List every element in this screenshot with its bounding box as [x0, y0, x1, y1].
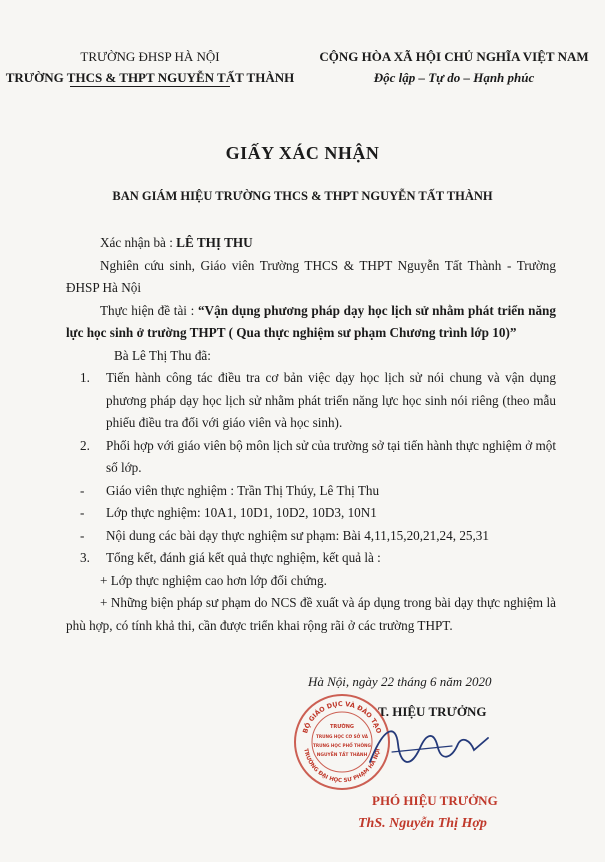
document-title: GIẤY XÁC NHẬN	[225, 143, 380, 163]
topic-label: Thực hiện đề tài :	[100, 302, 198, 318]
signature	[362, 718, 512, 778]
header-right	[303, 46, 605, 88]
sign-date: Hà Nội, ngày 22 tháng 6 năm 2020	[308, 674, 492, 689]
dash-item-lessons	[66, 525, 556, 548]
intro-line: Bà Lê Thị Thu đã:	[114, 347, 211, 363]
list-number: 2.	[80, 437, 90, 453]
topic-text: “Vận dụng phương pháp dạy học lịch sử nhằm phát triển năng lực học sinh ở trường THPT ( Qua thực nghiệm sư phạm Chương trình lớp 10)”	[66, 302, 556, 340]
header-left	[0, 46, 300, 87]
stamp-line-4: NGUYỄN TẤT THÀNH	[316, 753, 368, 758]
signer-name: ThS. Nguyễn Thị Hợp	[358, 816, 487, 831]
list-item-3	[66, 547, 556, 570]
list-item-2	[66, 435, 556, 480]
topic-line	[66, 300, 556, 345]
stamp-line-2: TRUNG HỌC CƠ SỞ VÀ	[316, 734, 368, 739]
stamp-ring-bottom: TRƯỜNG ĐẠI HỌC SƯ PHẠM HÀ NỘI	[302, 748, 382, 785]
header-university: TRƯỜNG ĐHSP HÀ NỘI	[80, 49, 220, 64]
dash-item-teachers	[66, 480, 556, 503]
header-school: TRƯỜNG THCS & THPT NGUYỄN TẤT THÀNH	[5, 70, 295, 85]
list-item-1	[66, 367, 556, 435]
stamp-ring-top: BỘ GIÁO DỤC VÀ ĐÀO TẠO	[301, 699, 383, 735]
list-text: Phối hợp với giáo viên bộ môn lịch sử của trường sở tại tiến hành thực nghiệm ở một số lớp.	[106, 437, 556, 475]
document-body	[66, 232, 556, 637]
confirm-name: LÊ THỊ THU	[176, 235, 253, 250]
list-text: Tiến hành công tác điều tra cơ bản việc dạy học lịch sử nói chung và vận dụng phương pháp dạy học lịch sử nhằm phát triển năng lực học sinh nói riêng (theo mẫu phiếu điều tra đối với giáo viên và học sinh).	[106, 370, 556, 430]
stamp-line-1: TRƯỜNG	[329, 724, 355, 730]
list-number: 1.	[80, 370, 90, 385]
dash-mark: -	[80, 505, 85, 520]
sign-title: T. HIỆU TRƯỞNG	[378, 704, 487, 719]
dash-mark: -	[80, 527, 85, 543]
role-line: Nghiên cứu sinh, Giáo viên Trường THCS & THPT Nguyễn Tất Thành - Trường ĐHSP Hà Nội	[66, 257, 556, 295]
confirm-line	[66, 232, 556, 255]
result-line-2: + Những biện pháp sư phạm do NCS đề xuất và áp dụng trong bài dạy thực nghiệm là phù hợp, có tính khả thi, cần được triển khai rộng rãi ở các trường THPT.	[66, 595, 556, 633]
dash-text: Nội dung các bài dạy thực nghiệm sư phạm: Bài 4,11,15,20,21,24, 25,31	[106, 527, 489, 543]
list-number: 3.	[80, 550, 90, 565]
stamp-line-3: TRUNG HỌC PHỔ THÔNG	[313, 743, 371, 748]
header-nation: CỘNG HÒA XÃ HỘI CHỦ NGHĨA VIỆT NAM	[319, 49, 589, 64]
dash-text: Lớp thực nghiệm: 10A1, 10D1, 10D2, 10D3, 10N1	[106, 505, 377, 520]
vice-principal-title: PHÓ HIỆU TRƯỞNG	[372, 793, 498, 808]
dash-text: Giáo viên thực nghiệm : Trần Thị Thúy, Lê Thị Thu	[106, 482, 380, 498]
dash-item-classes	[66, 502, 556, 525]
confirm-label: Xác nhận bà :	[100, 235, 177, 250]
list-text: Tổng kết, đánh giá kết quả thực nghiệm, kết quả là :	[106, 550, 381, 565]
result-line-1: + Lớp thực nghiệm cao hơn lớp đối chứng.	[100, 572, 327, 588]
dash-mark: -	[80, 482, 85, 498]
header-motto: Độc lập – Tự do – Hạnh phúc	[373, 70, 535, 85]
board-heading: BAN GIÁM HIỆU TRƯỜNG THCS & THPT NGUYỄN TẤT THÀNH	[112, 189, 493, 203]
